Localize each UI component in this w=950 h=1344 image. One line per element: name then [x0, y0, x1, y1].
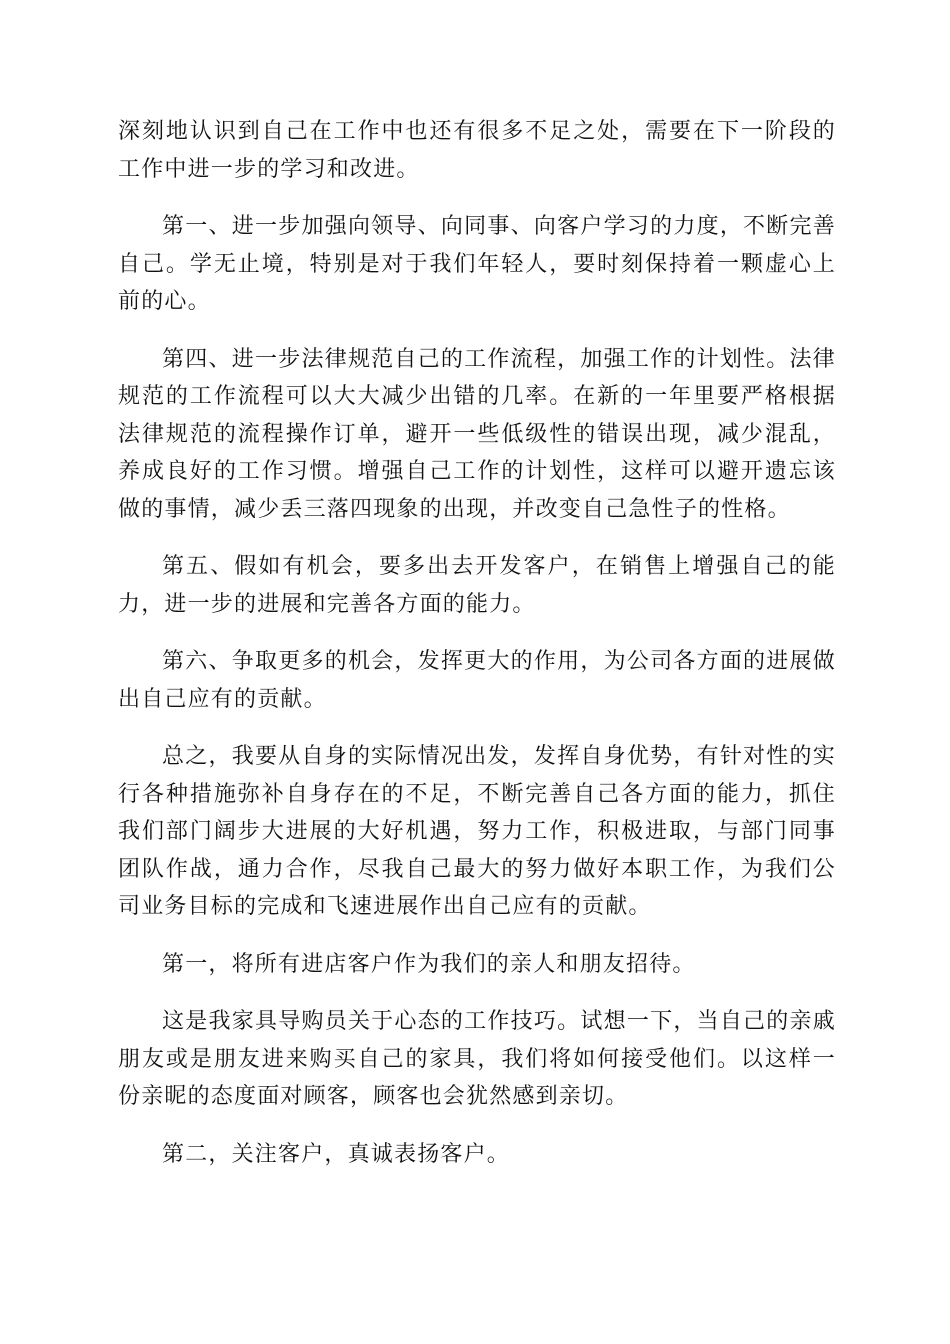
paragraph-tip-one: 第一，将所有进店客户作为我们的亲人和朋友招待。: [162, 951, 696, 977]
paragraph-point-six: 第六、争取更多的机会，发挥更大的作用，为公司各方面的进展做出自己应有的贡献。: [118, 649, 836, 712]
paragraph-continuation: 深刻地认识到自己在工作中也还有很多不足之处，需要在下一阶段的工作中进一步的学习和改进。: [118, 119, 836, 182]
document-body: [118, 113, 836, 1193]
paragraph-tip-two: 第二，关注客户，真诚表扬客户。: [162, 1141, 511, 1167]
paragraph-point-one: 第一、进一步加强向领导、向同事、向客户学习的力度，不断完善自己。学无止境，特别是对于我们年轻人，要时刻保持着一颗虚心上前的心。: [118, 214, 836, 314]
paragraph-point-four: 第四、进一步法律规范自己的工作流程，加强工作的计划性。法律规范的工作流程可以大大减少出错的几率。在新的一年里要严格根据法律规范的流程操作订单，避开一些低级性的错误出现，减少混乱，养成良好的工作习惯。增强自己工作的计划性，这样可以避开遗忘该做的事情，减少丢三落四现象的出现，并改变自己急性子的性格。: [118, 346, 836, 522]
paragraph-summary: 总之，我要从自身的实际情况出发，发挥自身优势，有针对性的实行各种措施弥补自身存在的不足，不断完善自己各方面的能力，抓住我们部门阔步大进展的大好机遇，努力工作，积极进取，与部门同事团队作战，通力合作，尽我自己最大的努力做好本职工作，为我们公司业务目标的完成和飞速进展作出自己应有的贡献。: [118, 744, 836, 919]
paragraph-point-five: 第五、假如有机会，要多出去开发客户，在销售上增强自己的能力，进一步的进展和完善各方面的能力。: [118, 554, 836, 617]
paragraph-tip-one-detail: 这是我家具导购员关于心态的工作技巧。试想一下，当自己的亲戚朋友或是朋友进来购买自己的家具，我们将如何接受他们。以这样一份亲昵的态度面对顾客，顾客也会犹然感到亲切。: [118, 1009, 836, 1109]
